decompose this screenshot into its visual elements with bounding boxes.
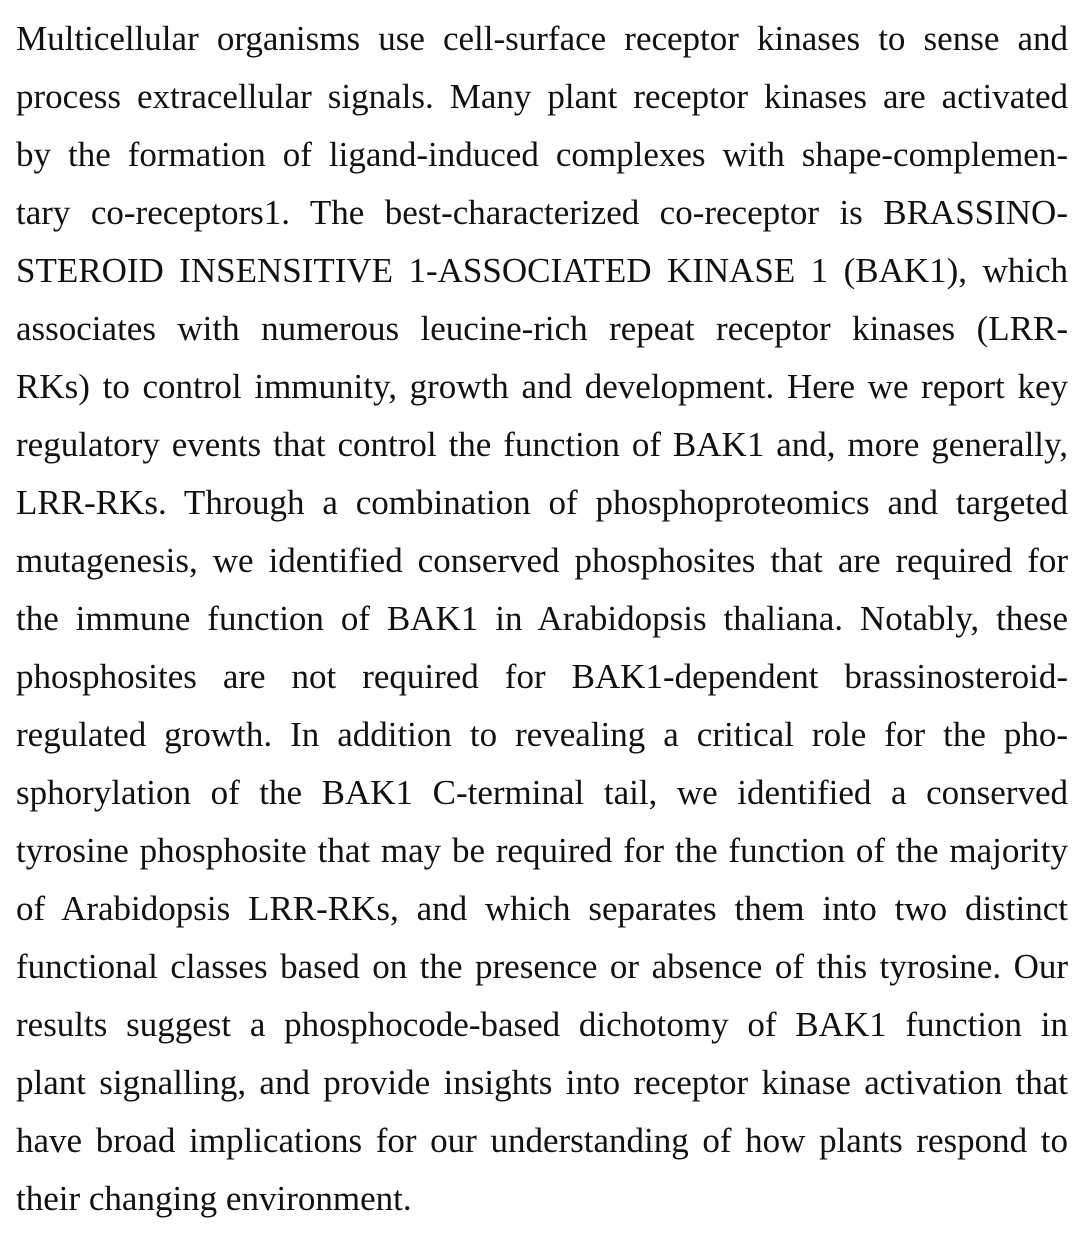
abstract-line-4: tary co-receptors1. The best-characterized co-receptor is BRASSINO- bbox=[16, 193, 1068, 232]
abstract-line-18: results suggest a phosphocode-based dichotomy of BAK1 function in bbox=[16, 1005, 1068, 1044]
abstract-line-5: STEROID INSENSITIVE 1-ASSOCIATED KINASE 1 (BAK1), which bbox=[16, 251, 1068, 290]
abstract-line-20: have broad implications for our understanding of how plants respond to bbox=[16, 1121, 1068, 1160]
abstract-line-21: their changing environment. bbox=[16, 1179, 412, 1218]
abstract-line-13: regulated growth. In addition to revealing a critical role for the pho- bbox=[16, 715, 1068, 754]
abstract-line-1: Multicellular organisms use cell-surface receptor kinases to sense and bbox=[16, 19, 1068, 58]
abstract-line-19: plant signalling, and provide insights into receptor kinase activation that bbox=[16, 1063, 1068, 1102]
abstract-line-11: the immune function of BAK1 in Arabidopsis thaliana. Notably, these bbox=[16, 599, 1068, 638]
abstract-line-7: RKs) to control immunity, growth and development. Here we report key bbox=[16, 367, 1068, 406]
abstract-line-14: sphorylation of the BAK1 C-terminal tail, we identified a conserved bbox=[16, 773, 1068, 812]
abstract-line-15: tyrosine phosphosite that may be required for the function of the majority bbox=[16, 831, 1068, 870]
abstract-line-8: regulatory events that control the function of BAK1 and, more generally, bbox=[16, 425, 1068, 464]
abstract-text-block bbox=[16, 10, 1068, 1228]
abstract-line-17: functional classes based on the presence or absence of this tyrosine. Our bbox=[16, 947, 1068, 986]
abstract-line-2: process extracellular signals. Many plant receptor kinases are activated bbox=[16, 77, 1068, 116]
abstract-line-12: phosphosites are not required for BAK1-dependent brassinosteroid- bbox=[16, 657, 1068, 696]
abstract-line-16: of Arabidopsis LRR-RKs, and which separates them into two distinct bbox=[16, 889, 1068, 928]
abstract-line-9: LRR-RKs. Through a combination of phosphoproteomics and targeted bbox=[16, 483, 1068, 522]
abstract-line-10: mutagenesis, we identified conserved phosphosites that are required for bbox=[16, 541, 1068, 580]
abstract-line-6: associates with numerous leucine-rich repeat receptor kinases (LRR- bbox=[16, 309, 1068, 348]
abstract-line-3: by the formation of ligand-induced complexes with shape-complemen- bbox=[16, 135, 1068, 174]
